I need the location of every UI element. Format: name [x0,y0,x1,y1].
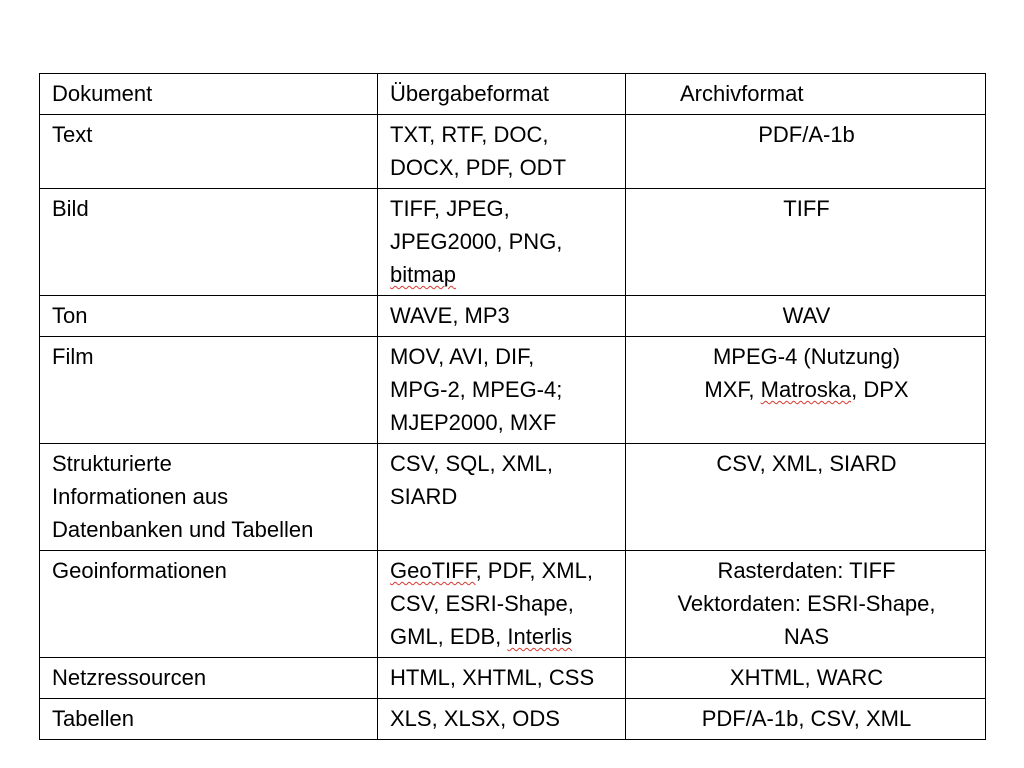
cell-dokument [40,337,378,444]
cell-archivformat [626,189,986,296]
header-dokument: Dokument [40,74,378,115]
cell-archivformat [626,551,986,658]
table-row [40,444,986,551]
cell-line: TIFF [783,196,830,221]
cell-archivformat [626,444,986,551]
cell-line [390,258,615,291]
cell-line: GML, EDB, Interlis [390,624,573,649]
cell-uebergabeformat [378,658,626,699]
cell-uebergabeformat [378,337,626,444]
cell-archivformat [626,658,986,699]
cell-line: PDF/A-1b, CSV, XML [701,706,912,731]
cell-line: XLS, XLSX, ODS [390,706,560,731]
cell-line: TIFF, JPEG, [390,196,510,221]
cell-uebergabeformat [378,444,626,551]
cell-uebergabeformat [378,189,626,296]
cell-line: WAV [782,303,831,328]
cell-line: PDF/A-1b [758,122,855,147]
cell-dokument [40,551,378,658]
cell-line: MPG-2, MPEG-4; [390,377,563,402]
cell-line: Text [52,122,93,147]
cell-line: MOV, AVI, DIF, [390,344,535,369]
cell-uebergabeformat [378,296,626,337]
cell-line: HTML, XHTML, CSS [390,665,595,690]
format-table [39,73,986,740]
spellcheck-word: GeoTIFF [390,558,476,583]
spellcheck-word: bitmap [390,262,457,287]
table-row [40,658,986,699]
cell-line: DOCX, PDF, ODT [390,155,567,180]
table-row [40,699,986,740]
cell-line: MJEP2000, MXF [390,410,557,435]
cell-line: Film [52,344,94,369]
cell-dokument [40,658,378,699]
cell-uebergabeformat [378,115,626,189]
table-row [40,551,986,658]
cell-uebergabeformat [378,699,626,740]
cell-archivformat [626,699,986,740]
cell-line: CSV, XML, SIARD [716,451,897,476]
cell-line: CSV, SQL, XML, [390,451,554,476]
cell-line: MXF, Matroska, DPX [704,377,909,402]
table-row [40,189,986,296]
cell-line: MPEG-4 (Nutzung) [712,344,901,369]
cell-archivformat [626,115,986,189]
header-uebergabeformat: Übergabeformat [378,74,626,115]
cell-line: Datenbanken und Tabellen [52,517,314,542]
cell-line: TXT, RTF, DOC, [390,122,549,147]
table-header-row [40,74,986,115]
cell-line: XHTML, WARC [729,665,884,690]
cell-line: Bild [52,196,89,221]
cell-uebergabeformat [378,551,626,658]
cell-archivformat [626,296,986,337]
table-row [40,296,986,337]
table-row [40,337,986,444]
spellcheck-word: Matroska [760,377,852,402]
cell-dokument [40,189,378,296]
cell-dokument [40,296,378,337]
cell-line: NAS [783,624,830,649]
table-row [40,115,986,189]
cell-dokument [40,444,378,551]
cell-line: Vektordaten: ESRI-Shape, [677,591,936,616]
cell-line: Strukturierte [52,451,172,476]
cell-dokument [40,115,378,189]
cell-line: WAVE, MP3 [390,303,510,328]
cell-line: Informationen aus [52,484,229,509]
cell-line: Geoinformationen [52,558,227,583]
cell-line: Ton [52,303,88,328]
cell-line: GeoTIFF, PDF, XML, [390,558,593,583]
cell-line: JPEG2000, PNG, [390,229,563,254]
header-archivformat: Archivformat [626,74,986,115]
cell-archivformat [626,337,986,444]
cell-line: CSV, ESRI-Shape, [390,591,574,616]
cell-dokument [40,699,378,740]
spellcheck-word: Interlis [507,624,573,649]
cell-line: SIARD [390,484,458,509]
cell-line: Netzressourcen [52,665,207,690]
cell-line: Rasterdaten: TIFF [717,558,896,583]
cell-line: Tabellen [52,706,134,731]
